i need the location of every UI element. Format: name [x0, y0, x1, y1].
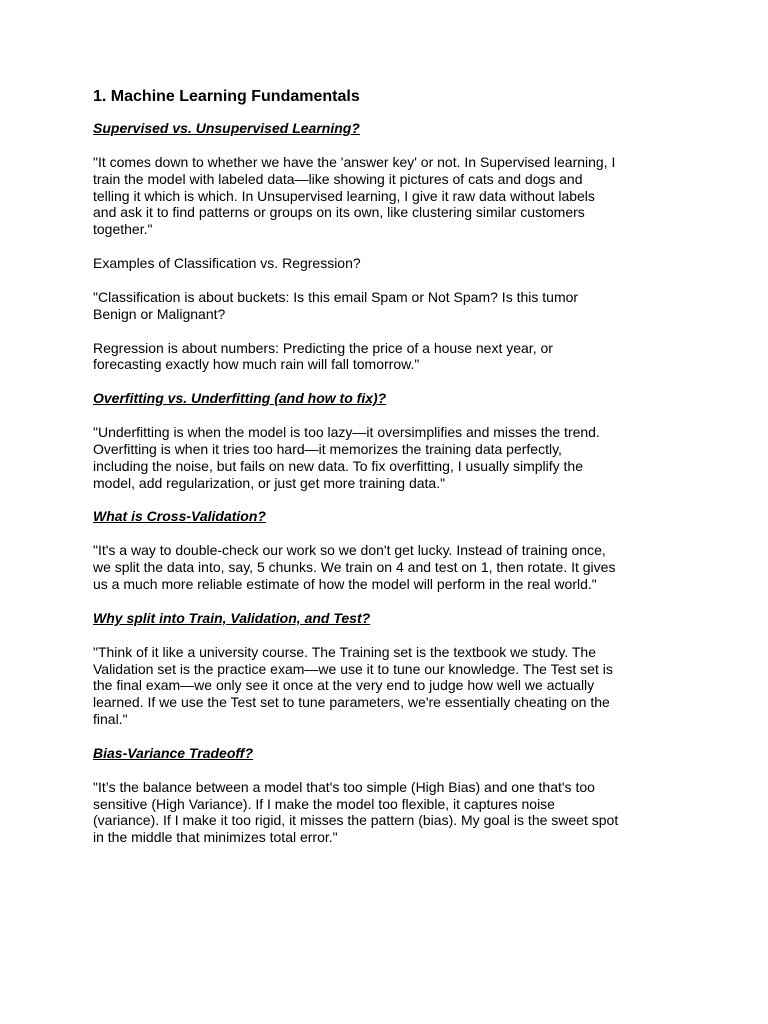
answer-paragraph: "Think of it like a university course. The Training set is the textbook we study. The Validation set is the practice exam—we use it to tune our knowledge. The Test set is the final exam—we only see it once at the very end to judge how well we actually learned. If we use the Test set to tune parameters, we're essentially cheating on the final."	[93, 643, 613, 727]
question-supervised-vs-unsupervised: Supervised vs. Unsupervised Learning?	[93, 120, 360, 136]
answer-paragraph: Regression is about numbers: Predicting the price of a house next year, or forecasting exactly how much rain will fall tomorrow."	[93, 339, 553, 373]
document-title: 1. Machine Learning Fundamentals	[93, 88, 360, 105]
question-overfitting-vs-underfitting: Overfitting vs. Underfitting (and how to fix)?	[93, 390, 387, 407]
question-classification-vs-regression: Examples of Classification vs. Regression?	[93, 254, 361, 271]
question-bias-variance-tradeoff: Bias-Variance Tradeoff?	[93, 744, 254, 761]
answer-paragraph: "It comes down to whether we have the 'answer key' or not. In Supervised learning, I train the model with labeled data—like showing it pictures of cats and dogs and telling it which is which. In Unsupervised learning, I give it raw data without labels and ask it to find patterns or groups on its own, like clustering similar customers together."	[93, 154, 616, 238]
answer-paragraph: "It’s the balance between a model that's too simple (High Bias) and one that's too sensitive (High Variance). If I make the model too flexible, it captures noise (variance). If I make it too rigid, it misses the pattern (bias). My goal is the sweet spot in the middle that minimizes total error."	[93, 778, 619, 846]
question-train-validation-test: Why split into Train, Validation, and Test?	[93, 609, 371, 626]
answer-paragraph: "Underfitting is when the model is too lazy—it oversimplifies and misses the trend. Overfitting is when it tries too hard—it memorizes the training data perfectly, including the noise, but fails on new data. To fix overfitting, I usually simplify the model, add regularization, or just get more training data."	[93, 424, 600, 491]
answer-paragraph: "Classification is about buckets: Is this email Spam or Not Spam? Is this tumor Benign or Malignant?	[93, 288, 579, 322]
answer-paragraph: "It's a way to double-check our work so we don't get lucky. Instead of training once, we split the data into, say, 5 chunks. We train on 4 and test on 1, then rotate. It gives us a much more reliable estimate of how the model will perform in the real world."	[93, 542, 616, 592]
question-cross-validation: What is Cross-Validation?	[93, 508, 266, 525]
